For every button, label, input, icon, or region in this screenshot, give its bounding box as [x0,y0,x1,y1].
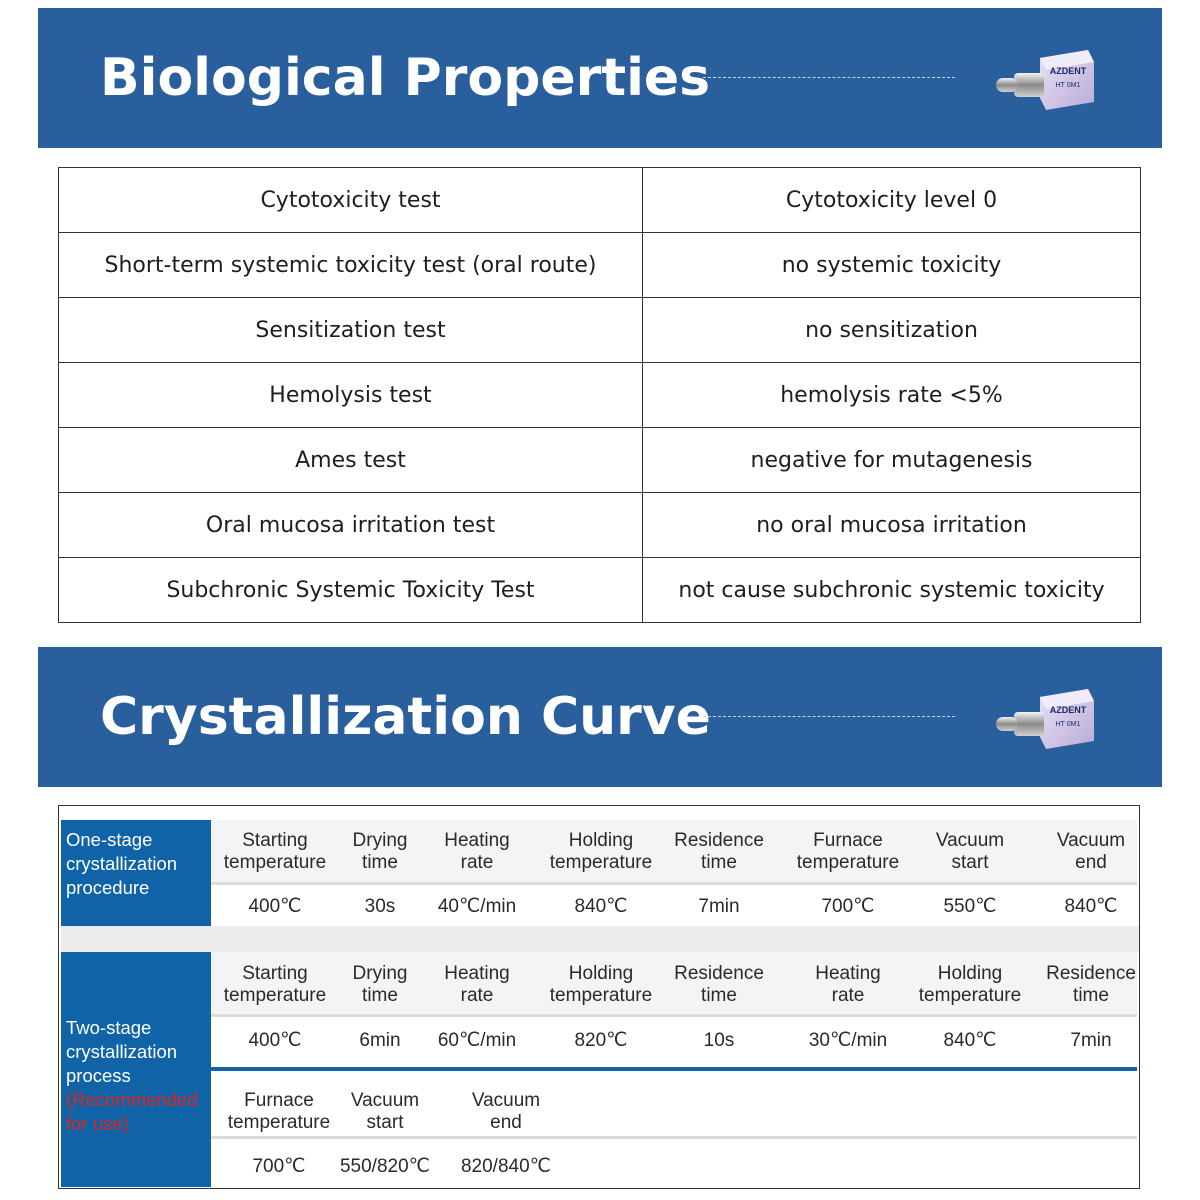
column-header-line: rate [460,852,494,873]
column-header-line: Vacuum [935,830,1005,851]
label-line: crystallization [66,853,178,874]
cell-value: 30℃/min [808,1030,888,1051]
cell-value: 550℃ [943,896,997,917]
column-header-line: temperature [796,852,900,873]
test-result: no sensitization [643,298,1141,363]
cell-value: 840℃ [943,1030,997,1051]
column-header-line: temperature [549,985,653,1006]
column-header-line: Heating [444,963,510,984]
column-header-line: temperature [223,985,327,1006]
section-title: Biological Properties [100,48,711,108]
recommended-note: (Recommended [66,1089,198,1110]
column-header-line: start [366,1112,404,1133]
column-header-line: temperature [227,1112,331,1133]
column-header-line: Holding [568,963,634,984]
column-header-line: Furnace [244,1090,314,1111]
column-header [315,1090,455,1134]
column-header-line: temperature [549,852,653,873]
column-header-line: Starting [242,830,308,851]
svg-text:HT 0M1: HT 0M1 [1055,82,1081,89]
column-header-line: Drying [352,830,408,851]
biological-properties-banner [38,8,1162,148]
test-name: Hemolysis test [59,363,643,428]
column-header-line: Holding [568,830,634,851]
column-header-line: Residence [1046,963,1136,984]
ceramic-block-product-image [988,679,1098,759]
svg-text:AZDENT: AZDENT [1049,705,1087,715]
column-header-line: Residence [674,830,764,851]
column-header-line: time [362,852,398,873]
table-row [59,363,1141,428]
label-line: procedure [66,877,150,898]
column-header-line: temperature [223,852,327,873]
column-header-line: Holding [937,963,1003,984]
column-header-line: time [701,985,737,1006]
column-header-line: Drying [352,963,408,984]
cell-value: 400℃ [248,1030,302,1051]
column-header-line: rate [460,985,494,1006]
label-line: crystallization [66,1041,178,1062]
test-name: Cytotoxicity test [59,168,643,233]
test-result: negative for mutagenesis [643,428,1141,493]
cell-value: 840℃ [1064,896,1118,917]
label-line: One-stage [66,829,153,850]
ceramic-block-product-image [988,40,1098,120]
column-header-line: end [1075,852,1107,873]
table-row [59,298,1141,363]
section-gap [61,926,1139,952]
column-header [900,830,1040,874]
test-name: Short-term systemic toxicity test (oral route) [59,233,643,298]
column-header-line: Vacuum [1056,830,1126,851]
column-header-line: Heating [815,963,881,984]
cell-value: 820/840℃ [460,1156,552,1177]
column-header-line: end [490,1112,522,1133]
column-header-line: Residence [674,963,764,984]
cell-value: 30s [364,896,396,917]
column-header [900,963,1040,1007]
column-header-line: Vacuum [471,1090,541,1111]
crystallization-table [58,805,1140,1189]
cell-value: 840℃ [574,896,628,917]
column-header [1021,963,1161,1007]
column-header-line: Vacuum [350,1090,420,1111]
cell-value: 6min [359,1030,401,1051]
one-stage-label [61,820,211,926]
column-header-line: time [1073,985,1109,1006]
column-header [1021,830,1161,874]
table-row [59,233,1141,298]
test-result: Cytotoxicity level 0 [643,168,1141,233]
biological-properties-table [58,167,1141,623]
column-header-line: time [701,852,737,873]
column-header-line: start [951,852,989,873]
test-result: no systemic toxicity [643,233,1141,298]
cell-value: 700℃ [821,896,875,917]
column-header [407,830,547,874]
test-name: Ames test [59,428,643,493]
two-stage-label [61,952,211,1187]
cell-value: 700℃ [252,1156,306,1177]
cell-value: 820℃ [574,1030,628,1051]
crystallization-curve-banner [38,647,1162,787]
label-line: process [66,1065,131,1086]
column-header [407,963,547,1007]
column-header [649,830,789,874]
test-result: no oral mucosa irritation [643,493,1141,558]
section-title: Crystallization Curve [100,687,711,747]
table-row [59,558,1141,623]
table-row [59,493,1141,558]
cell-value: 40℃/min [437,896,517,917]
dashed-divider [703,716,955,717]
test-name: Oral mucosa irritation test [59,493,643,558]
column-header-line: rate [831,985,865,1006]
test-name: Subchronic Systemic Toxicity Test [59,558,643,623]
cell-value: 7min [698,896,740,917]
cell-value: 60℃/min [437,1030,517,1051]
label-line: Two-stage [66,1017,152,1038]
test-name: Sensitization test [59,298,643,363]
test-result: hemolysis rate <5% [643,363,1141,428]
column-header-line: Heating [444,830,510,851]
dashed-divider [703,77,955,78]
cell-value: 400℃ [248,896,302,917]
svg-text:HT 0M1: HT 0M1 [1055,721,1081,728]
table-row [59,168,1141,233]
column-header-line: temperature [918,985,1022,1006]
column-header [649,963,789,1007]
column-header [778,830,918,874]
column-header-line: Furnace [813,830,883,851]
column-header-line: time [362,985,398,1006]
cell-value: 550/820℃ [339,1156,431,1177]
test-result: not cause subchronic systemic toxicity [643,558,1141,623]
column-header-line: Starting [242,963,308,984]
cell-value: 10s [703,1030,735,1051]
recommended-note: for use) [66,1113,129,1134]
column-header [436,1090,576,1134]
table-row [59,428,1141,493]
svg-text:AZDENT: AZDENT [1049,66,1087,76]
column-header [778,963,918,1007]
cell-value: 7min [1070,1030,1112,1051]
